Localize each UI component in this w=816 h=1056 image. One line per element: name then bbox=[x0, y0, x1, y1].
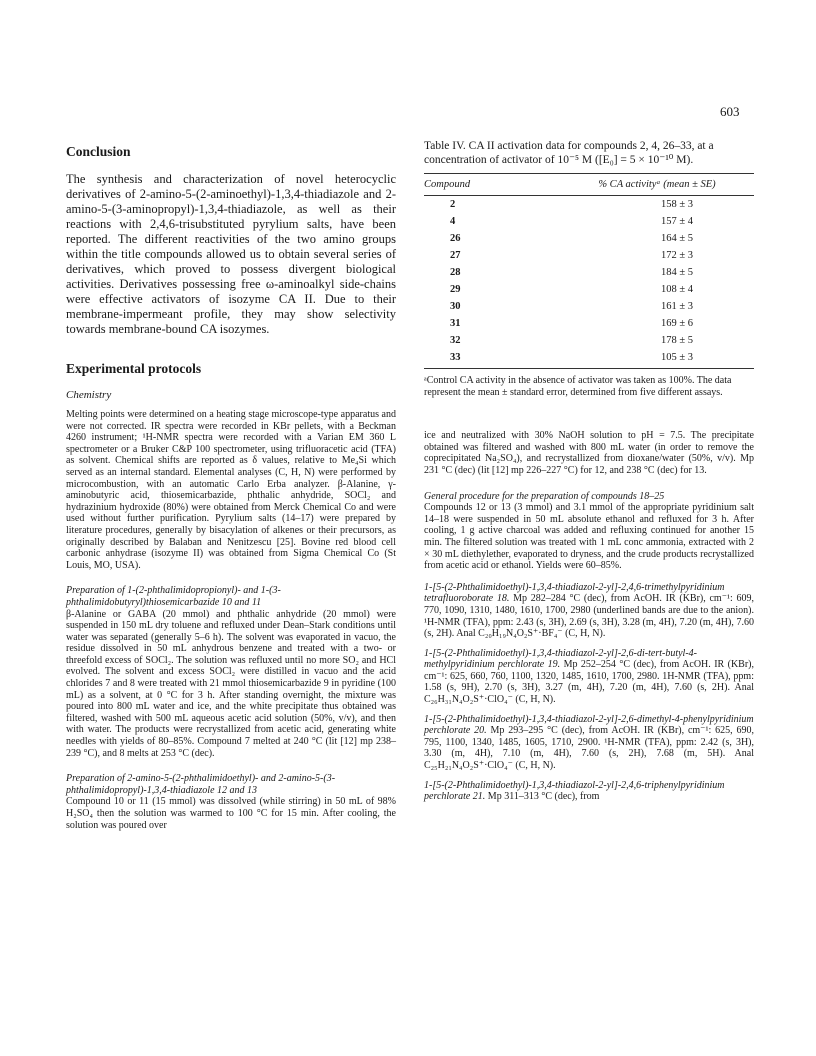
compound-cell: 28 bbox=[450, 267, 461, 278]
table-row bbox=[424, 332, 754, 349]
compound-20-data: Mp 293–295 °C (dec), from AcOH. IR (KBr), cm⁻¹: 625, 690, 795, 1100, 1340, 1485, 1605, 1710, 2900. ¹H-NMR (TFA), ppm: 2.42 (s, 3H), 3.30 (m, 4H), 7.10 (m, 4H), 7.60 (s, 2H), 7.68 (m, 5H). Anal C₂₅H₂₁N₄O₂S⁺·ClO₄⁻ (C, H, N). bbox=[424, 725, 754, 772]
prep2-paragraph: Compound 10 or 11 (15 mmol) was dissolved (while stirring) in 50 mL of 98% H₂SO₄ then the solution was warmed to 100 °C for 15 min. After cooling, the solution was poured over bbox=[66, 796, 396, 831]
general-procedure-paragraph: Compounds 12 or 13 (3 mmol) and 3.1 mmol of the appropriate pyridinium salt 14–18 were suspended in 50 mL absolute ethanol and refluxed for 3 h. After cooling, 1 g active charcoal was added and refluxing continued for another 15 min. The filtered solution was treated with 1 mL conc ammonia, extracted with 2 × 30 mL diethylether, evaporated to dryness, and the crude products recrystallized from acetic acid or ethanol. Yields were 60–85%. bbox=[424, 502, 754, 572]
compound-18-data: Mp 282–284 °C (dec), from AcOH. IR (KBr), cm⁻¹: 609, 770, 1090, 1310, 1480, 1610, 1700, 2980 (underlined bands are due to the anion). ¹H-NMR (TFA), ppm: 2.43 (s, 3H), 2.69 (s, 3H), 3.28 (m, 4H), 7.20 (m, 4H), 7.60 (s, 2H). Anal C₂₀H₁₉N₄O₂S⁺·BF₄⁻ (C, H, N). bbox=[424, 593, 755, 640]
activity-cell: 157 ± 4 bbox=[660, 216, 693, 227]
page-number: 603 bbox=[720, 104, 740, 119]
compound-21-entry bbox=[424, 780, 754, 803]
compound-cell: 4 bbox=[450, 216, 456, 227]
table-row bbox=[424, 230, 754, 247]
compound-cell: 32 bbox=[450, 335, 461, 346]
compound-cell: 31 bbox=[450, 318, 461, 329]
chemistry-paragraph: Melting points were determined on a heating stage microscope-type apparatus and were not corrected. IR spectra were recorded in KBr pellets, with a Beckman 4260 instrument; ¹H-NMR spectra were recorded with a Varian EM 360 L spectrometer or a Bruker C&P 100 spectrometer, using trifluoracetic acid (TFA) as solvent. Chemical shifts are reported as δ values, relative to Me₄Si which served as an internal standard. Elemental analyses (C, H, N) were performed by microcombustion, with an automatic Carlo Erba analyzer. β-Alanine, γ-aminobutyric acid, thiosemicarbazide, phthalic anhydride, SOCl₂ and hydrazinium hydroxide (80%) were obtained from Merck Chemical Co and were used without further purification. Pyrylium salts (14–17) were prepared by literature procedures, generally by bisacylation of alkenes or their precursors, as originally described by Balaban and Nenitzescu [25]. Bovine red blood cell carbonic anhydrase (isozyme II) was obtained from Sigma Chemical Co (St Louis, MO, USA). bbox=[66, 409, 396, 571]
compound-cell: 29 bbox=[450, 284, 461, 295]
table-row bbox=[424, 247, 754, 264]
table-row bbox=[424, 298, 754, 315]
right-column bbox=[424, 140, 754, 811]
table-caption: Table IV. CA II activation data for compounds 2, 4, 26–33, at a concentration of activator of 10⁻⁵ M ([E₀] = 5 × 10⁻¹⁰ M). bbox=[424, 140, 714, 166]
table-row bbox=[424, 264, 754, 281]
compound-19-entry bbox=[424, 648, 754, 706]
activity-cell: 164 ± 5 bbox=[660, 233, 693, 244]
activity-cell: 108 ± 4 bbox=[660, 284, 693, 295]
continuation-paragraph: ice and neutralized with 30% NaOH solution to pH = 7.5. The precipitate obtained was filtered and washed with 800 mL water (in order to remove the coprecipitated Na₂SO₄), and recrystallized from dioxane/water (50%, v/v). Mp 231 °C (dec) (lit [12] mp 226–227 °C) for 12, and 238 °C (dec) for 13. bbox=[424, 430, 754, 476]
conclusion-heading: Conclusion bbox=[66, 144, 131, 159]
compound-cell: 2 bbox=[450, 199, 456, 210]
compound-20-entry bbox=[424, 714, 754, 772]
compound-18-name: 1-[5-(2-Phthalimidoethyl)-1,3,4-thiadiazol-2-yl]-2,4,6-trimethylpyridinium tetrafluoroborate 18. bbox=[424, 581, 725, 605]
table-row bbox=[424, 281, 754, 298]
compound-cell: 27 bbox=[450, 250, 461, 261]
activity-cell: 161 ± 3 bbox=[660, 301, 693, 312]
compound-cell: 33 bbox=[424, 349, 560, 369]
left-column bbox=[66, 140, 396, 841]
conclusion-text: The synthesis and characterization of novel heterocyclic derivatives of 2-amino-5-(2-aminoethyl)-1,3,4-thiadiazole and 2-amino-5-(3-aminopropyl)-1,3,4-thiadiazole, as well as their reactions with 2,4,6-trisubstituted pyrylium salts, have been reported. The different reactivities of the two amino groups within the title compounds allowed us to obtain several series of derivatives, which proved to possess divergent biological activities. Derivatives possessing free ω-aminoalkyl side-chains were effective activators of isozyme CA II. Due to their membrane-impermeant profile, they may show selectivity towards membrane-bound CA isozymes. bbox=[66, 172, 396, 336]
col-header-compound: Compound bbox=[424, 174, 560, 196]
compound-19-data: Mp 252–254 °C (dec), from AcOH. IR (KBr), cm⁻¹: 625, 660, 760, 1100, 1320, 1485, 1610, 1700, 2980. 1H-NMR (TFA), ppm: 1.58 (s, 9H), 2.70 (s, 3H), 3.27 (m, 4H), 7.20 (m, 4H), 7.60 (s, 2H). Anal C₂₆H₃₁N₄O₂S⁺·ClO₄⁻ (C, H, N). bbox=[424, 659, 754, 706]
experimental-heading: Experimental protocols bbox=[66, 361, 202, 376]
prep1-paragraph: β-Alanine or GABA (20 mmol) and phthalic anhydride (20 mmol) were suspended in 150 mL dry toluene and refluxed under Dean–Stark conditions until water was separated (generally 5–6 h). The solvent was evaporated in vacuo, the residue dissolved in 50 mL anhydrous benzene and treated with a two- or threefold excess of SOCl₂. The solution was refluxed until no more SO₂ and HCl evolved. The solvent and excess SOCl₂ were distilled in vacuo and the acid chlorides 7 and 8 were treated with 21 mmol thiosemicarbazide 9 in pyridine (100 mL) as a solvent, at 0 °C for 3 h. After standing overnight, the mixture was poured into 800 mL water and ice, and the white precipitate thus obtained was filtered, washed with 500 mL aqueous acetic acid solution (50%, v/v), and then with water. The products were recrystallized from acetic acid, generating white needles with yields of 80–85%. Compound 7 melted at 240 °C (lit [12] mp 238–239 °C), and 8 melts at 253 °C (dec). bbox=[66, 608, 396, 759]
chemistry-subheading: Chemistry bbox=[66, 389, 112, 401]
compound-21-name: 1-[5-(2-Phthalimidoethyl)-1,3,4-thiadiazol-2-yl]-2,4,6-triphenylpyridinium perchlorate 21. bbox=[424, 779, 725, 803]
table-row bbox=[424, 213, 754, 230]
activity-cell: 178 ± 5 bbox=[660, 335, 693, 346]
activity-cell: 158 ± 3 bbox=[660, 199, 693, 210]
table-footnote: ᵃControl CA activity in the absence of activator was taken as 100%. The data represent the mean ± standard error, determined from five different assays. bbox=[424, 375, 732, 398]
table-row bbox=[424, 315, 754, 332]
prep1-title: Preparation of 1-(2-phthalimidopropionyl)- and 1-(3-phthalimidobutyryl)thiosemicarbazide 10 and 11 bbox=[66, 585, 281, 608]
activation-table bbox=[424, 173, 754, 369]
compound-cell: 30 bbox=[450, 301, 461, 312]
compound-19-name: 1-[5-(2-Phthalimidoethyl)-1,3,4-thiadiazol-2-yl]-2,6-di-tert-butyl-4-methylpyridinium perchlorate 19. bbox=[424, 647, 697, 671]
table-row bbox=[424, 349, 754, 369]
activity-cell: 184 ± 5 bbox=[660, 267, 693, 278]
table-row bbox=[424, 196, 754, 214]
activity-cell: 169 ± 6 bbox=[660, 318, 693, 329]
activity-cell: 172 ± 3 bbox=[660, 250, 693, 261]
compound-cell: 26 bbox=[450, 233, 461, 244]
compound-20-name: 1-[5-(2-Phthalimidoethyl)-1,3,4-thiadiazol-2-yl]-2,6-dimethyl-4-phenylpyridinium perchlorate 20. bbox=[424, 713, 754, 737]
compound-18-entry bbox=[424, 582, 754, 640]
prep2-title: Preparation of 2-amino-5-(2-phthalimidoethyl)- and 2-amino-5-(3-phthalimidopropyl)-1,3,4-thiadiazole 12 and 13 bbox=[66, 773, 336, 796]
general-procedure-title: General procedure for the preparation of compounds 18–25 bbox=[424, 490, 665, 502]
activity-cell: 105 ± 3 bbox=[560, 349, 754, 369]
col-header-activity: % CA activityᵃ (mean ± SE) bbox=[560, 174, 754, 196]
compound-21-data: Mp 311–313 °C (dec), from bbox=[487, 791, 600, 803]
